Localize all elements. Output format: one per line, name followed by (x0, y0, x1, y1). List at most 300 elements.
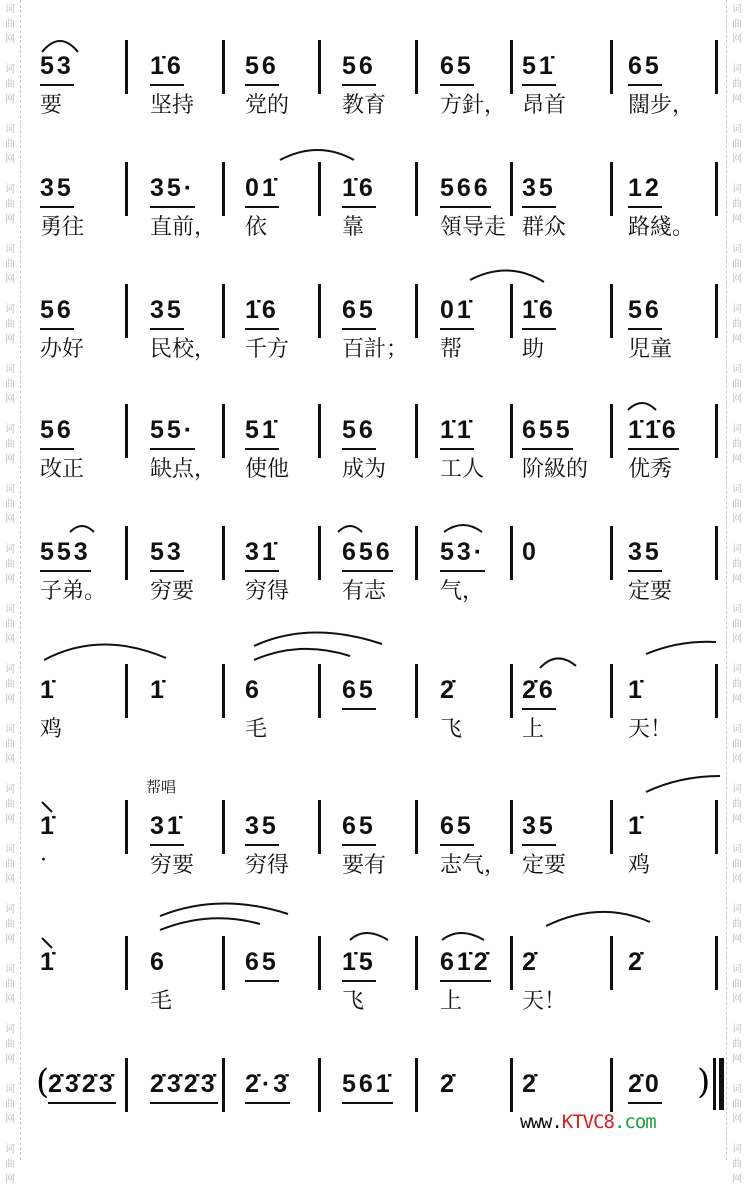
notes: 0 (522, 538, 539, 566)
barline (715, 526, 718, 580)
notes: 2̇ (440, 676, 457, 704)
chorus-label: 帮唱 (146, 778, 177, 796)
measure (342, 538, 393, 604)
notes: 2̇3̇2̇3̇ (150, 1070, 218, 1104)
side-watermark-text: 词曲网 (732, 4, 742, 45)
measure (245, 416, 290, 482)
measure (342, 174, 376, 240)
notes: 1̇6 (342, 174, 376, 208)
notes: 53· (440, 538, 485, 572)
measure (342, 676, 376, 710)
lyric: 領导走 (440, 215, 507, 240)
lyric: 飞 (342, 989, 365, 1014)
notes: 12 (628, 174, 662, 208)
lyric: 天！ (522, 989, 567, 1014)
barline (510, 162, 513, 216)
lyric: 靠 (342, 215, 365, 240)
notes: 2̇6 (522, 676, 556, 710)
score-row (0, 664, 750, 744)
side-watermark-text: 词曲网 (732, 964, 742, 1005)
lyric: 成为 (342, 457, 387, 482)
notes: 01̇ (440, 296, 474, 330)
barline (610, 162, 613, 216)
lyric: 缺点， (150, 457, 217, 482)
barline (415, 526, 418, 580)
score-row (0, 162, 750, 242)
slur (160, 918, 260, 930)
side-watermark-text: 词曲网 (732, 904, 742, 945)
side-watermark-text: 词曲网 (5, 304, 15, 345)
lyric: 阶級的 (522, 457, 589, 482)
notes: 31̇ (150, 812, 184, 846)
slur (160, 903, 288, 916)
lyric: 路綫。 (628, 215, 695, 240)
score-row (0, 800, 750, 880)
notes: 2̇·3̇ (245, 1070, 290, 1104)
notes: 1̇5 (342, 948, 376, 982)
barline (415, 404, 418, 458)
barline (222, 1058, 225, 1112)
side-watermark-text: 词曲网 (5, 364, 15, 405)
side-watermark-text: 词曲网 (732, 184, 742, 225)
barline (222, 526, 225, 580)
site-watermark (520, 1111, 656, 1133)
notes: 553 (40, 538, 91, 572)
barline (125, 936, 128, 990)
side-watermark-text: 词曲网 (5, 184, 15, 225)
barline (510, 284, 513, 338)
side-watermark-text: 词曲网 (5, 964, 15, 1005)
side-watermark-text: 词曲网 (5, 664, 15, 705)
lyric: 民校， (150, 337, 217, 362)
measure (40, 296, 85, 362)
measure (628, 948, 645, 980)
side-watermark-text: 词曲网 (5, 124, 15, 165)
barline (318, 40, 321, 94)
barline (125, 40, 128, 94)
lyric: 鸡 (40, 717, 63, 742)
measure (628, 676, 673, 742)
lyric: 上 (440, 989, 463, 1014)
measure (628, 296, 673, 362)
barline (125, 162, 128, 216)
side-watermark-text: 词曲网 (732, 844, 742, 885)
measure (628, 1070, 662, 1104)
lyric: 穷要 (150, 853, 195, 878)
measure (40, 538, 107, 604)
side-watermark-text: 词曲网 (5, 544, 15, 585)
lyric: 帮 (440, 337, 463, 362)
side-watermark-text: 词曲网 (5, 244, 15, 285)
notes: 56 (342, 416, 376, 450)
score-row (0, 936, 750, 1016)
side-watermark-text: 词曲网 (5, 64, 15, 105)
barline (318, 664, 321, 718)
notes: 1̇6 (150, 52, 184, 86)
barline (715, 936, 718, 990)
measure (245, 296, 290, 362)
notes: 65 (342, 676, 376, 710)
barline (125, 284, 128, 338)
notes: 35· (150, 174, 195, 208)
measure (522, 538, 539, 570)
slur (470, 270, 544, 282)
lyric: 子弟。 (40, 579, 107, 604)
notes: 6 (245, 676, 262, 704)
measure (440, 948, 491, 1014)
lyric: 直前， (150, 215, 217, 240)
notes: 51̇ (522, 52, 556, 86)
barline (222, 162, 225, 216)
measure (40, 812, 57, 873)
lyric: 助 (522, 337, 545, 362)
notes: 2̇ (440, 1070, 457, 1098)
measure (150, 948, 173, 1014)
lyric: 昂首 (522, 93, 567, 118)
measure (440, 812, 507, 878)
notes: 655 (522, 416, 573, 450)
measure (522, 296, 556, 362)
lyric: 党的 (245, 93, 290, 118)
notes: 1̇1̇6 (628, 416, 679, 450)
lyric: 定要 (628, 579, 673, 604)
score-row (0, 526, 750, 606)
notes: 53 (150, 538, 184, 572)
notes: 35 (245, 812, 279, 846)
side-watermark-text: 词曲网 (5, 1024, 15, 1065)
barline (125, 404, 128, 458)
barline (610, 1058, 613, 1112)
lyric: 要有 (342, 853, 387, 878)
lyric: 坚持 (150, 93, 195, 118)
lyric: 毛 (245, 717, 268, 742)
barline (318, 162, 321, 216)
barline (415, 664, 418, 718)
barline (125, 526, 128, 580)
slur (646, 776, 720, 792)
barline (510, 936, 513, 990)
notes: 656 (342, 538, 393, 572)
barline (610, 40, 613, 94)
notes: 61̇2̇ (440, 948, 491, 982)
measure (150, 538, 195, 604)
side-watermark-text: 词曲网 (5, 4, 15, 45)
side-watermark-text: 词曲网 (5, 724, 15, 765)
barline (415, 936, 418, 990)
barline (715, 664, 718, 718)
side-watermark-text: 词曲网 (732, 664, 742, 705)
notes: 35 (40, 174, 74, 208)
final-barline-thick (719, 1058, 724, 1110)
side-watermark-text: 词曲网 (732, 1084, 742, 1125)
notes: 1̇ (40, 812, 57, 840)
lyric: 飞 (440, 717, 463, 742)
measure (342, 948, 376, 1014)
lyric: 上 (522, 717, 545, 742)
slur (44, 644, 166, 660)
measure (342, 1070, 393, 1104)
slur (254, 649, 350, 660)
side-watermark-text: 词曲网 (732, 1144, 742, 1185)
measure (342, 416, 387, 482)
barline (715, 800, 718, 854)
notes: 2̇ (522, 948, 539, 976)
lyric: 天！ (628, 717, 673, 742)
notes: 1̇ (150, 676, 167, 704)
barline (610, 526, 613, 580)
lyric: 闊步， (628, 93, 695, 118)
side-watermark-text: 词曲网 (732, 604, 742, 645)
side-watermark-text: 词曲网 (5, 604, 15, 645)
notes: 65 (342, 296, 376, 330)
notes: 1̇ (628, 676, 645, 704)
barline (125, 1058, 128, 1112)
measure (628, 812, 651, 878)
notes: 2̇0 (628, 1070, 662, 1104)
measure (522, 676, 556, 742)
barline (318, 526, 321, 580)
barline (715, 404, 718, 458)
measure (245, 812, 290, 878)
notes: 56 (342, 52, 376, 86)
lyric: 勇往 (40, 215, 85, 240)
notes: 35 (628, 538, 662, 572)
measure (440, 1070, 457, 1102)
notes: 566 (440, 174, 491, 208)
notes: 65 (440, 52, 474, 86)
barline (415, 284, 418, 338)
side-watermark-text: 词曲网 (732, 64, 742, 105)
measure (522, 812, 567, 878)
measure (440, 538, 486, 604)
lyric: 要 (40, 93, 63, 118)
barline (318, 284, 321, 338)
slur (546, 912, 650, 926)
site-brand: KTVC8 (561, 1111, 614, 1133)
barline (222, 40, 225, 94)
measure (245, 676, 268, 742)
barline (610, 404, 613, 458)
final-barline-thin (713, 1058, 716, 1110)
notes: 1̇6 (522, 296, 556, 330)
measure (40, 52, 74, 118)
measure (440, 174, 507, 240)
lyric: 百計； (342, 337, 409, 362)
measure (628, 174, 695, 240)
measure (40, 948, 57, 980)
side-watermark-text: 词曲网 (732, 244, 742, 285)
slur (254, 632, 382, 646)
lyric: 群众 (522, 215, 567, 240)
barline (222, 284, 225, 338)
repeat-open-paren: ( (36, 1062, 50, 1102)
barline (510, 404, 513, 458)
slur (280, 150, 354, 160)
side-watermark-text: 词曲网 (5, 484, 15, 525)
side-watermark-text: 词曲网 (5, 1144, 15, 1185)
notes: 35 (150, 296, 184, 330)
measure (628, 52, 695, 118)
side-watermark-text: 词曲网 (5, 844, 15, 885)
barline (415, 162, 418, 216)
barline (510, 800, 513, 854)
barline (415, 800, 418, 854)
measure (245, 948, 279, 982)
notes: 65 (342, 812, 376, 846)
notes: 1̇1̇ (440, 416, 474, 450)
measure (40, 676, 63, 742)
notes: 2̇ (522, 1070, 539, 1098)
measure (628, 416, 679, 482)
notes: 1̇ (628, 812, 645, 840)
notes: 65 (245, 948, 279, 982)
barline (318, 1058, 321, 1112)
lyric: 志气， (440, 853, 507, 878)
notes: 31̇ (245, 538, 279, 572)
lyric: · (40, 848, 47, 873)
notes: 1̇6 (245, 296, 279, 330)
measure (440, 676, 463, 742)
barline (610, 284, 613, 338)
barline (415, 40, 418, 94)
barline (715, 284, 718, 338)
lyric: 办好 (40, 337, 85, 362)
barline (318, 936, 321, 990)
barline (510, 664, 513, 718)
measure (342, 296, 409, 362)
barline (610, 664, 613, 718)
side-watermark-text: 词曲网 (5, 904, 15, 945)
barline (125, 800, 128, 854)
repeat-close-paren: ) (697, 1062, 711, 1102)
measure (522, 52, 567, 118)
side-watermark-text: 词曲网 (732, 364, 742, 405)
measure (150, 812, 195, 878)
measure (342, 812, 387, 878)
measure (150, 52, 195, 118)
notes: 2̇ (628, 948, 645, 976)
lyric: 方針， (440, 93, 507, 118)
barline (222, 404, 225, 458)
notes: 56 (628, 296, 662, 330)
lyric: 穷得 (245, 853, 290, 878)
measure (342, 52, 387, 118)
measure (245, 1070, 290, 1104)
lyric: 穷要 (150, 579, 195, 604)
side-watermark-text: 词曲网 (5, 424, 15, 465)
notes: 56 (40, 416, 74, 450)
barline (715, 40, 718, 94)
notes: 01̇ (245, 174, 279, 208)
notes: 561̇ (342, 1070, 393, 1104)
lyric: 千方 (245, 337, 290, 362)
measure (150, 416, 217, 482)
lyric: 教育 (342, 93, 387, 118)
site-suffix: .com (613, 1111, 656, 1133)
notes: 65 (440, 812, 474, 846)
measure (245, 52, 290, 118)
measure (440, 52, 507, 118)
side-watermark-text: 词曲网 (732, 304, 742, 345)
notes: 1̇ (40, 676, 57, 704)
measure (245, 538, 290, 604)
side-watermark-text: 词曲网 (732, 724, 742, 765)
measure (522, 174, 567, 240)
lyric: 依 (245, 215, 268, 240)
measure (245, 174, 279, 240)
barline (222, 936, 225, 990)
measure (150, 174, 217, 240)
lyric: 工人 (440, 457, 485, 482)
measure (150, 676, 167, 708)
measure (522, 1070, 539, 1102)
measure (150, 1070, 218, 1104)
notes: 35 (522, 812, 556, 846)
lyric: 使他 (245, 457, 290, 482)
barline (222, 800, 225, 854)
lyric: 毛 (150, 989, 173, 1014)
side-watermark-text: 词曲网 (5, 784, 15, 825)
barline (510, 526, 513, 580)
barline (610, 800, 613, 854)
notes: 56 (40, 296, 74, 330)
side-watermark-text: 词曲网 (732, 784, 742, 825)
measure (522, 948, 567, 1014)
side-watermark-text: 词曲网 (732, 1024, 742, 1065)
barline (222, 664, 225, 718)
measure (440, 416, 485, 482)
measure (440, 296, 474, 362)
lyric: 气， (440, 579, 485, 604)
lyric: 改正 (40, 457, 85, 482)
lyric: 有志 (342, 579, 387, 604)
barline (415, 1058, 418, 1112)
side-watermark-text: 词曲网 (732, 544, 742, 585)
notes: 1̇ (40, 948, 57, 976)
notes: 56 (245, 52, 279, 86)
barline (125, 664, 128, 718)
lyric: 鸡 (628, 853, 651, 878)
notes: 53 (40, 52, 74, 86)
measure (40, 416, 85, 482)
barline (610, 936, 613, 990)
barline (510, 40, 513, 94)
score-row (0, 284, 750, 364)
lyric: 穷得 (245, 579, 290, 604)
lyric: 定要 (522, 853, 567, 878)
measure (522, 416, 589, 482)
notes: 51̇ (245, 416, 279, 450)
measure (48, 1070, 116, 1104)
notes: 35 (522, 174, 556, 208)
side-watermark-text: 词曲网 (732, 484, 742, 525)
slur (646, 642, 716, 654)
barline (318, 800, 321, 854)
side-watermark-text: 词曲网 (732, 424, 742, 465)
site-prefix: www. (520, 1111, 562, 1133)
notes: 2̇3̇2̇3̇ (48, 1070, 116, 1104)
barline (715, 162, 718, 216)
notes: 65 (628, 52, 662, 86)
score-row (0, 404, 750, 484)
measure (40, 174, 85, 240)
barline (318, 404, 321, 458)
notes: 55· (150, 416, 195, 450)
score-row (0, 40, 750, 120)
side-watermark-text: 词曲网 (732, 124, 742, 165)
measure (628, 538, 673, 604)
barline (510, 1058, 513, 1112)
